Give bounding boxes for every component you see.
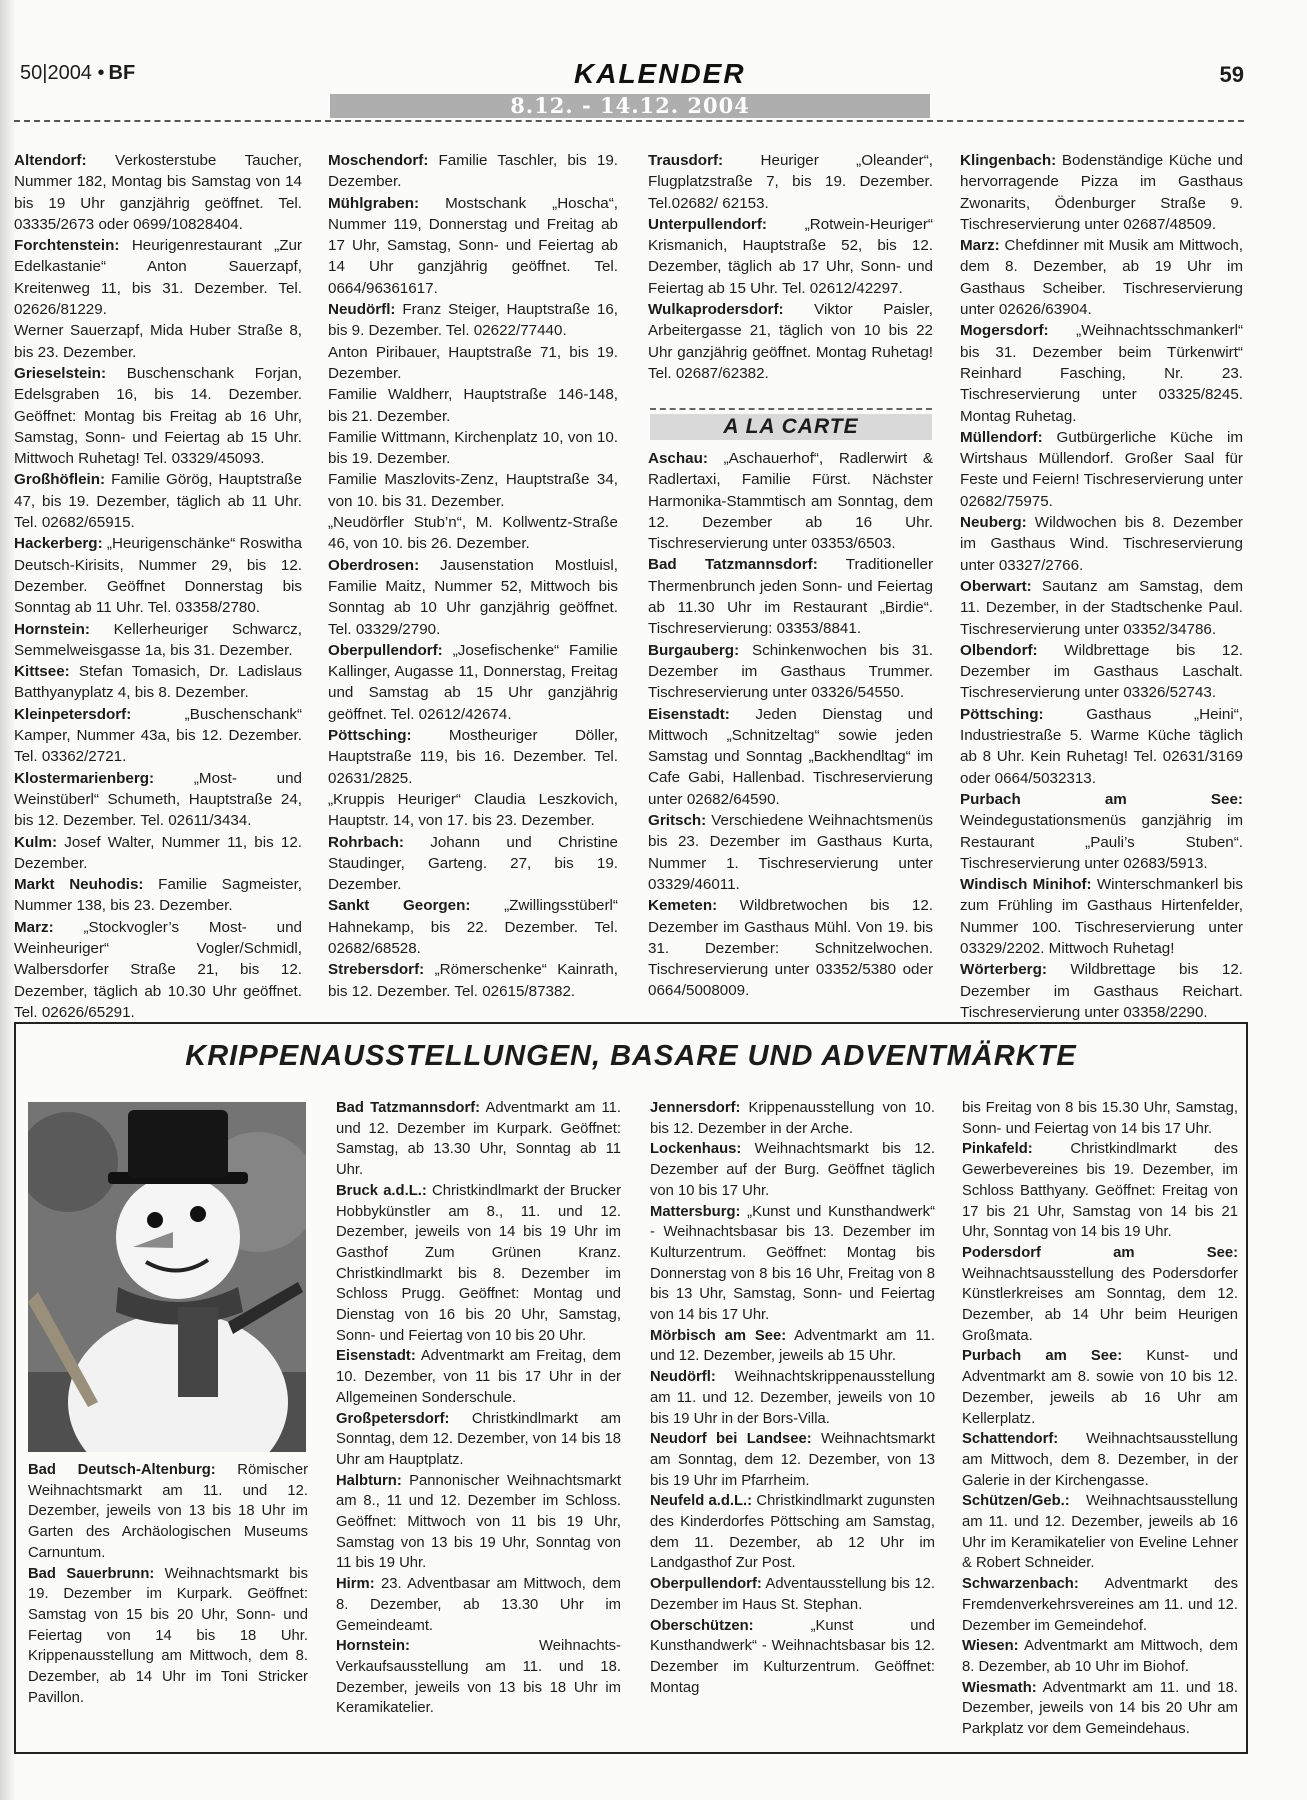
entry-place: Eisenstadt:	[648, 705, 730, 723]
listing-entry	[28, 1564, 308, 1709]
listing-column-1	[14, 150, 302, 1023]
markets-column-2	[336, 1098, 621, 1719]
entry-text: „Most- und Weinstüberl“ Schumeth, Hauptstraße 24, bis 12. Dezember. Tel. 02611/3434.	[14, 769, 302, 830]
entry-text: Weindegustationsmenüs ganzjährig im Restaurant „Pauli’s Stuben“. Tischreservierung unter 02683/5913.	[960, 812, 1243, 872]
listing-entry	[960, 320, 1243, 426]
entry-place: Rohrbach:	[328, 833, 404, 851]
listing-entry	[648, 554, 933, 639]
listing-entry	[648, 214, 933, 299]
entry-text: Familie Sagmeister, Nummer 138, bis 23. Dezember.	[14, 876, 303, 915]
listing-entry	[650, 1616, 935, 1699]
entry-text: Franz Steiger, Hauptstraße 16, bis 9. Dezember. Tel. 02622/77440.	[328, 301, 618, 340]
entry-place: Bruck a.d.L.:	[336, 1182, 427, 1199]
entry-text: Adventmarkt am Mittwoch, dem 8. Dezember, ab 10 Uhr im Biohof.	[962, 1638, 1238, 1675]
entry-text: Viktor Paisler, Arbeitergasse 21, täglich von 10 bis 22 Uhr ganzjährig geöffnet. Montag Ruhetag! Tel. 02687/62382.	[648, 301, 933, 382]
listing-entry	[962, 1243, 1238, 1347]
entry-text: Chefdinner mit Musik am Mittwoch, dem 8. Dezember, ab 19 Uhr im Gasthaus Scheiber. Tischreservierung unter 02626/63904.	[960, 237, 1243, 319]
entry-text: 23. Adventbasar am Mittwoch, dem 8. Dezember, ab 13.30 Uhr im Gemeindeamt.	[336, 1576, 621, 1634]
listing-entry	[336, 1098, 621, 1181]
entry-place: Bad Sauerbrunn:	[28, 1565, 155, 1582]
entry-text: Gutbürgerliche Küche im Wirtshaus Müllendorf. Großer Saal für Feste und Feiern! Tischreservierung unter 02682/75975.	[960, 428, 1243, 510]
entry-text: Weihnachtsausstellung am 11. und 12. Dezember, jeweils ab 16 Uhr im Keramikatelier von Eveline Lehner & Robert Schneider.	[962, 1493, 1238, 1572]
entry-place: Oberwart:	[960, 577, 1032, 595]
entry-text: „Römerschenke“ Kainrath, bis 12. Dezember. Tel. 02615/87382.	[328, 961, 618, 1000]
entry-text: Anton Piribauer, Hauptstraße 71, bis 19. Dezember.	[328, 343, 618, 382]
entry-place: Gritsch:	[648, 812, 707, 830]
listing-entry	[650, 1367, 935, 1429]
listing-entry	[648, 895, 933, 1001]
entry-place: Oberdrosen:	[328, 556, 420, 574]
listing-entry	[14, 768, 302, 832]
listing-entry	[328, 555, 618, 640]
entry-place: Wiesmath:	[962, 1679, 1037, 1696]
entry-text: Adventmarkt am 11. und 12. Dezember im Kurpark. Geöffnet: Samstag, ab 13.30 Uhr, Sonntag ab 11 Uhr.	[336, 1100, 621, 1179]
markets-column-1	[28, 1460, 308, 1708]
entry-place: Schwarzenbach:	[962, 1576, 1079, 1593]
entry-text: Familie Taschler, bis 19. Dezember.	[328, 152, 618, 191]
entry-place: Schützen/Geb.:	[962, 1493, 1070, 1510]
entry-place: Müllendorf:	[960, 428, 1043, 446]
listing-entry	[336, 1636, 621, 1719]
entry-text: Kunst- und Adventmarkt am 8. sowie von 10 bis 12. Dezember, jeweils ab 16 Uhr am Kellerplatz.	[962, 1348, 1238, 1427]
entry-place: Hirm:	[336, 1576, 375, 1593]
listing-entry	[28, 1460, 308, 1564]
listing-entry	[962, 1491, 1238, 1574]
listing-entry	[650, 1202, 935, 1326]
listing-entry	[328, 725, 618, 789]
entry-text: Mostheuriger Döller, Hauptstraße 119, bis 16. Dezember. Tel. 02631/2825.	[328, 727, 618, 787]
entry-place: Kittsee:	[14, 663, 70, 681]
entry-place: Wulkaprodersdorf:	[648, 301, 784, 319]
entry-place: Großpetersdorf:	[336, 1410, 450, 1427]
entry-text: Mostschank „Hoscha“, Nummer 119, Donnerstag und Freitag ab 17 Uhr, Samstag, Sonn- und Feiertag ab 14 Uhr ganzjährig geöffnet. Tel. 0664/96361617.	[328, 194, 618, 297]
listing-entry	[962, 1636, 1238, 1677]
entry-text: Adventmarkt am 11. und 18. Dezember, jeweils von 14 bis 20 Uhr am Parkplatz vor dem Gemeindehaus.	[962, 1679, 1238, 1738]
listing-entry	[14, 235, 302, 320]
entry-text: Adventmarkt am 11. und 12. Dezember, jeweils ab 15 Uhr.	[650, 1327, 935, 1365]
listing-entry	[328, 512, 618, 555]
entry-text: „Rotwein-Heuriger“ Krismanich, Hauptstraße 52, bis 12. Dezember, täglich ab 17 Uhr, Sonn- und Feiertag ab 15 Uhr. Tel. 02612/42297.	[648, 215, 933, 297]
entry-text: Gasthaus „Heini“, Industriestraße 5. Warme Küche täglich ab 8 Uhr. Kein Ruhetag! Tel. 02631/3169 oder 0664/5032313.	[960, 705, 1243, 787]
entry-text: Wildbrettage bis 12. Dezember im Gasthaus Laschalt. Tischreservierung unter 03326/52743.	[960, 641, 1243, 702]
entry-place: Purbach am See:	[960, 790, 1243, 808]
listing-entry	[650, 1098, 935, 1139]
listing-entry	[960, 640, 1243, 704]
entry-place: Eisenstadt:	[336, 1348, 416, 1365]
entry-text: Familie Wittmann, Kirchenplatz 10, von 10. bis 19. Dezember.	[328, 428, 618, 468]
markets-box	[14, 1022, 1248, 1754]
entry-place: Burgauberg:	[648, 641, 740, 659]
entry-place: Altendorf:	[14, 152, 87, 169]
listing-entry	[960, 427, 1243, 512]
entry-place: Moschendorf:	[328, 152, 429, 169]
entry-place: Windisch Minihof:	[960, 876, 1092, 894]
entry-place: Neudörfl:	[650, 1369, 716, 1386]
entry-place: Hackerberg:	[14, 535, 103, 553]
entry-text: Römischer Weihnachtsmarkt am 11. und 12. Dezember, jeweils von 13 bis 18 Uhr im Garten des Archäologischen Museums Carnuntum.	[28, 1462, 308, 1561]
entry-text: Buschenschank Forjan, Edelsgraben 16, bis 14. Dezember. Geöffnet: Montag bis Freitag ab 16 Uhr, Samstag, Sonn- und Feiertag ab 15 Uhr. Mittwoch Ruhetag! Tel. 03329/45093.	[14, 364, 302, 468]
entry-text: „Neudörfler Stub’n“, M. Kollwentz-Straße 46, von 10. bis 26. Dezember.	[328, 514, 618, 553]
entry-place: Sankt Georgen:	[328, 897, 471, 915]
entry-text: bis Freitag von 8 bis 15.30 Uhr, Samstag, Sonn- und Feiertag von 14 bis 17 Uhr.	[962, 1100, 1238, 1137]
date-range-bar: 8.12. - 14.12. 2004	[330, 94, 930, 118]
listing-entry	[14, 661, 302, 704]
listing-entry	[650, 1429, 935, 1491]
entry-text: Adventmarkt am Freitag, dem 10. Dezember, von 11 bis 17 Uhr in der Allgemeinen Sonderschule.	[336, 1348, 621, 1406]
entry-text: „Kunst und Kunsthandwerk“ - Weihnachtsbasar bis 13. Dezember im Kulturzentrum. Geöffnet: Montag bis Donnerstag von 8 bis 16 Uhr, Freitag von 8 bis 13 Uhr, Samstag, Sonn- und Feiertag von 14 bis 17 Uhr.	[650, 1203, 935, 1324]
entry-text: Christkindlmarkt am Sonntag, dem 12. Dezember, von 14 bis 18 Uhr am Hauptplatz.	[336, 1410, 621, 1468]
listing-entry	[328, 789, 618, 832]
entry-place: Pöttsching:	[960, 705, 1044, 723]
listing-entry	[648, 640, 933, 704]
entry-place: Oberpullendorf:	[650, 1576, 762, 1593]
entry-text: Adventausstellung bis 12. Dezember im Haus St. Stephan.	[650, 1576, 935, 1613]
listing-entry	[648, 448, 933, 554]
entry-place: Grieselstein:	[14, 364, 107, 382]
entry-place: Halbturn:	[336, 1472, 402, 1489]
listing-entry	[960, 512, 1243, 576]
listing-entry	[648, 299, 933, 384]
listing-entry	[14, 363, 302, 469]
entry-place: Mühlgraben:	[328, 194, 420, 212]
listing-column-4	[960, 150, 1243, 1023]
entry-text: Wildbrettage bis 12. Dezember im Gasthaus Reichart. Tischreservierung unter 03358/2290.	[960, 961, 1243, 1021]
entry-place: Oberpullendorf:	[328, 641, 443, 659]
alacarte-column	[648, 448, 933, 1002]
entry-place: Lockenhaus:	[650, 1141, 742, 1158]
entry-place: Neudörfl:	[328, 301, 396, 319]
listing-entry	[962, 1429, 1238, 1491]
entry-place: Bad Tatzmannsdorf:	[648, 556, 818, 574]
listing-entry	[650, 1139, 935, 1201]
entry-place: Mattersburg:	[650, 1203, 741, 1220]
listing-entry	[328, 342, 618, 385]
listing-entry	[14, 874, 302, 917]
entry-text: Weihnachtskrippenausstellung am 11. und 12. Dezember, jeweils von 10 bis 19 Uhr in der Bors-Villa.	[650, 1369, 935, 1427]
entry-text: Christkindlmarkt der Brucker Hobbykünstler am 8., 11. und 12. Dezember, jeweils von 14 bis 19 Uhr im Gasthof Zum Grünen Kranz. Christkindlmarkt bis 8. Dezember im Schloss Prugg. Geöffnet: Montag und Dienstag von 16 bis 20 Uhr, Samstag, Sonn- und Feiertag von 10 bis 20 Uhr.	[336, 1182, 622, 1344]
page-header	[14, 58, 1244, 98]
entry-place: Neudorf bei Landsee:	[650, 1431, 812, 1448]
entry-place: Kemeten:	[648, 897, 718, 915]
entry-text: „Stockvogler’s Most- und Weinheuriger“ Vogler/Schmidl, Walbersdorfer Straße 21, bis 12. Dezember, täglich ab 10.30 Uhr geöffnet. Tel. 02626/65291.	[14, 918, 302, 1021]
entry-text: Verkosterstube Taucher, Nummer 182, Montag bis Samstag von 14 bis 19 Uhr ganzjährig geöffnet. Tel. 03335/2673 oder 0699/10828404.	[14, 152, 302, 233]
entry-text: Bodenständige Küche und hervorragende Pizza im Gasthaus Zwonarits, Ödenburger Straße 9. Tischreservierung unter 02687/48509.	[960, 152, 1243, 233]
entry-text: Kellerheuriger Schwarcz, Semmelweisgasse 1a, bis 31. Dezember.	[14, 620, 302, 659]
entry-place: Marz:	[14, 918, 54, 936]
entry-text: „Zwillingsstüberl“ Hahnekamp, bis 22. Dezember. Tel. 02682/68528.	[328, 897, 618, 957]
entry-place: Marz:	[960, 237, 1000, 255]
listing-entry	[962, 1574, 1238, 1636]
entry-text: „Weihnachtsschmankerl“ bis 31. Dezember beim Türkenwirt“ Reinhard Fasching, Nr. 23. Tischreservierung unter 03325/8245. Montag Ruhetag.	[960, 322, 1243, 425]
listing-entry	[328, 193, 618, 299]
listing-entry	[14, 704, 302, 768]
entry-text: Schinkenwochen bis 31. Dezember im Gasthaus Trummer. Tischreservierung unter 03326/54550.	[648, 641, 933, 702]
entry-place: Markt Neuhodis:	[14, 876, 144, 894]
listing-entry	[960, 704, 1243, 789]
entry-text: Weihnachtsmarkt bis 19. Dezember im Kurpark. Geöffnet: Samstag von 15 bis 20 Uhr, Sonn- und Feiertag von 14 bis 18 Uhr. Krippenausstellung am Mittwoch, dem 8. Dezember, ab 14 Uhr im Toni Stricker Pavillon.	[28, 1565, 308, 1706]
listing-entry	[328, 469, 618, 512]
listing-entry	[328, 959, 618, 1002]
entry-place: Großhöflein:	[14, 471, 106, 489]
entry-text: Winterschmankerl bis zum Frühling im Gasthaus Hirtenfelder, Nummer 100. Tischreservierung unter 03329/2202. Mittwoch Ruhetag!	[960, 876, 1243, 957]
snowman-illustration	[28, 1102, 306, 1452]
entry-text: „Aschauerhof“, Radlerwirt & Radlertaxi, Familie Fürst. Nächster Harmonika-Stammtisch am Sonntag, dem 12. Dezember ab 16 Uhr. Tischreservierung unter 03353/6503.	[648, 450, 933, 553]
entry-text: Christkindlmarkt des Gewerbevereines bis 19. Dezember, im Schloss Batthyany. Geöffnet: Freitag von 17 bis 21 Uhr, Samstag von 14 bis 21 Uhr, Sonntag von 14 bis 19 Uhr.	[962, 1141, 1238, 1241]
listing-entry	[960, 576, 1243, 640]
entry-text: Weihnachtsmarkt am Sonntag, dem 12. Dezember, von 13 bis 19 Uhr im Pfarrheim.	[650, 1431, 935, 1489]
entry-text: Sautanz am Samstag, dem 11. Dezember, in der Stadtschenke Paul. Tischreservierung unter 03352/34786.	[960, 577, 1243, 638]
entry-text: Wildbretwochen bis 12. Dezember im Gasthaus Mühl. Von 19. bis 31. Dezember: Schnitzelwochen. Tischreservierung unter 03352/5380 oder 0664/5008009.	[648, 897, 933, 1000]
listing-entry	[960, 874, 1243, 959]
entry-place: Jennersdorf:	[650, 1100, 741, 1116]
entry-text: Heurigenrestaurant „Zur Edelkastanie“ Anton Sauerzapf, Kreitenweg 11, bis 31. Dezember. Tel. 02626/81229.	[14, 237, 302, 319]
entry-place: Oberschützen:	[650, 1617, 754, 1634]
snowman-photo	[28, 1102, 306, 1452]
entry-place: Aschau:	[648, 450, 708, 467]
entry-text: Familie Waldherr, Hauptstraße 146-148, bis 21. Dezember.	[328, 386, 618, 425]
entry-place: Pinkafeld:	[962, 1141, 1033, 1158]
listing-entry	[14, 832, 302, 875]
listing-entry	[962, 1678, 1238, 1740]
listing-column-3	[648, 150, 933, 384]
listing-entry	[14, 150, 302, 235]
markets-title: KRIPPENAUSSTELLUNGEN, BASARE UND ADVENTMÄRKTE	[185, 1040, 1077, 1072]
listing-entry	[960, 235, 1243, 320]
listing-entry	[960, 789, 1243, 874]
entry-text: „Kunst und Kunsthandwerk“ - Weihnachtsbasar bis 12. Dezember im Kulturzentrum. Geöffnet: Montag	[650, 1617, 935, 1696]
entry-place: Bad Tatzmannsdorf:	[336, 1100, 481, 1116]
listing-entry	[960, 150, 1243, 235]
listing-entry	[328, 832, 618, 896]
listing-entry	[328, 895, 618, 959]
entry-place: Bad Deutsch-Altenburg:	[28, 1462, 216, 1478]
entry-text: Johann und Christine Staudinger, Garteng. 27, bis 19. Dezember.	[328, 833, 618, 894]
entry-place: Wörterberg:	[960, 961, 1047, 979]
entry-place: Mörbisch am See:	[650, 1327, 787, 1344]
alacarte-header	[650, 408, 932, 440]
entry-place: Olbendorf:	[960, 641, 1038, 659]
entry-text: Pannonischer Weihnachtsmarkt am 8., 11 und 12. Dezember im Schloss. Geöffnet: Mittwoch von 11 bis 19 Uhr, Samstag von 13 bis 19 Uhr, Sonntag von 11 bis 19 Uhr.	[336, 1472, 621, 1572]
listing-entry	[960, 959, 1243, 1023]
entry-place: Pöttsching:	[328, 727, 412, 745]
entry-place: Schattendorf:	[962, 1431, 1059, 1448]
entry-place: Mogersdorf:	[960, 322, 1049, 340]
listing-entry	[650, 1326, 935, 1367]
entry-place: Neufeld a.d.L.:	[650, 1493, 753, 1510]
entry-text: Josef Walter, Nummer 11, bis 12. Dezember.	[14, 833, 302, 872]
entry-text: „Buschenschank“ Kamper, Nummer 43a, bis 12. Dezember. Tel. 03362/2721.	[14, 705, 302, 766]
listing-entry	[328, 384, 618, 427]
listing-entry	[336, 1346, 621, 1408]
entry-text: Weihnachtsausstellung des Podersdorfer Künstlerkreises am Sonntag, dem 12. Dezember, ab 14 Uhr beim Heurigen Großmata.	[962, 1265, 1238, 1344]
listing-entry	[328, 299, 618, 342]
listing-entry	[14, 320, 302, 363]
entry-text: Krippenausstellung von 10. bis 12. Dezember in der Arche.	[650, 1100, 935, 1137]
entry-place: Hornstein:	[336, 1638, 410, 1655]
entry-place: Neuberg:	[960, 514, 1027, 532]
listing-entry	[648, 150, 933, 214]
entry-place: Kulm:	[14, 833, 58, 851]
section-title: KALENDER	[574, 58, 746, 89]
listing-entry	[336, 1471, 621, 1575]
entry-place: Unterpullendorf:	[648, 215, 767, 233]
entry-place: Klostermarienberg:	[14, 769, 155, 787]
listing-entry	[648, 810, 933, 895]
entry-text: Stefan Tomasich, Dr. Ladislaus Batthyanyplatz 4, bis 8. Dezember.	[14, 663, 302, 702]
entry-place: Forchtenstein:	[14, 237, 120, 255]
entry-text: Weihnachtsausstellung am Mittwoch, dem 8. Dezember, in der Galerie in der Kirchengasse.	[962, 1431, 1238, 1489]
listing-entry	[962, 1139, 1238, 1243]
alacarte-title: A LA CARTE	[650, 414, 932, 440]
entry-text: Weihnachts-Verkaufsausstellung am 11. und 18. Dezember, jeweils von 13 bis 18 Uhr im Keramikatelier.	[336, 1638, 621, 1717]
entry-text: „Kruppis Heuriger“ Claudia Leszkovich, Hauptstr. 14, von 17. bis 23. Dezember.	[328, 790, 618, 830]
listing-entry	[14, 469, 302, 533]
listing-entry	[328, 640, 618, 725]
entry-place: Purbach am See:	[962, 1348, 1123, 1365]
markets-column-4	[962, 1098, 1238, 1740]
entry-text: Heuriger „Oleander“, Flugplatzstraße 7, bis 19. Dezember. Tel.02682/ 62153.	[648, 152, 933, 212]
issue-label: 50|2004 • BF	[20, 62, 136, 84]
entry-text: Traditioneller Thermenbrunch jeden Sonn- und Feiertag ab 11.30 Uhr im Restaurant „Birdie“. Tischreservierung: 03353/8841.	[648, 556, 933, 638]
listing-entry	[650, 1491, 935, 1574]
listing-entry	[962, 1098, 1238, 1139]
entry-text: Adventmarkt des Fremdenverkehrsvereines am 11. und 12. Dezember im Gemeindehof.	[962, 1576, 1238, 1634]
entry-text: „Josefischenke“ Familie Kallinger, Augasse 11, Donnerstag, Freitag und Samstag ab 15 Uhr ganzjährig geöffnet. Tel. 02612/42674.	[328, 641, 618, 723]
page-number: 59	[1219, 62, 1244, 87]
entry-place: Strebersdorf:	[328, 961, 425, 979]
entry-place: Trausdorf:	[648, 152, 724, 169]
listing-entry	[14, 533, 302, 618]
listing-entry	[14, 917, 302, 1023]
listing-entry	[328, 150, 618, 193]
entry-text: Werner Sauerzapf, Mida Huber Straße 8, bis 23. Dezember.	[14, 322, 302, 361]
listing-entry	[648, 704, 933, 810]
entry-text: Jausenstation Mostluisl, Familie Maitz, Nummer 52, Mittwoch bis Sonntag ab 10 Uhr ganzjährig geöffnet. Tel. 03329/2790.	[328, 556, 618, 638]
entry-text: Christkindlmarkt zugunsten des Kinderdorfes Pöttsching am Samstag, dem 11. Dezember, ab 12 Uhr im Landgasthof Zur Post.	[650, 1493, 935, 1572]
entry-text: Verschiedene Weihnachtsmenüs bis 23. Dezember im Gasthaus Kurta, Nummer 1. Tischreservierung unter 03329/46011.	[648, 812, 933, 893]
entry-text: Familie Görög, Hauptstraße 47, bis 19. Dezember, täglich ab 11 Uhr. Tel. 02682/65915.	[14, 471, 302, 532]
entry-text: „Heurigenschänke“ Roswitha Deutsch-Kirisits, Nummer 29, bis 12. Dezember. Geöffnet Donnerstag bis Sonntag ab 11 Uhr. Tel. 03358/2780.	[14, 535, 302, 617]
listing-column-2	[328, 150, 618, 1002]
entry-place: Wiesen:	[962, 1638, 1019, 1655]
entry-place: Hornstein:	[14, 620, 90, 638]
entry-place: Kleinpetersdorf:	[14, 705, 132, 723]
entry-place: Klingenbach:	[960, 152, 1057, 169]
entry-text: Jeden Dienstag und Mittwoch „Schnitzeltag“ sowie jeden Samstag und Sonntag „Backhendltag“ im Cafe Gabi, Hallenbad. Tischreservierung unter 02682/64590.	[648, 705, 933, 808]
entry-place: Podersdorf am See:	[962, 1244, 1238, 1261]
markets-column-3	[650, 1098, 935, 1698]
entry-text: Familie Maszlovits-Zenz, Hauptstraße 34, von 10. bis 31. Dezember.	[328, 471, 618, 510]
listing-entry	[336, 1181, 621, 1347]
header-divider	[14, 120, 1244, 122]
listing-entry	[336, 1409, 621, 1471]
listing-entry	[962, 1346, 1238, 1429]
listing-entry	[328, 427, 618, 470]
listing-entry	[14, 619, 302, 662]
listing-entry	[650, 1574, 935, 1615]
listing-entry	[336, 1574, 621, 1636]
entry-text: Wildwochen bis 8. Dezember im Gasthaus Wind. Tischreservierung unter 03327/2766.	[960, 514, 1243, 574]
entry-text: Weihnachtsmarkt bis 12. Dezember auf der Burg. Geöffnet täglich von 10 bis 17 Uhr.	[650, 1141, 935, 1199]
